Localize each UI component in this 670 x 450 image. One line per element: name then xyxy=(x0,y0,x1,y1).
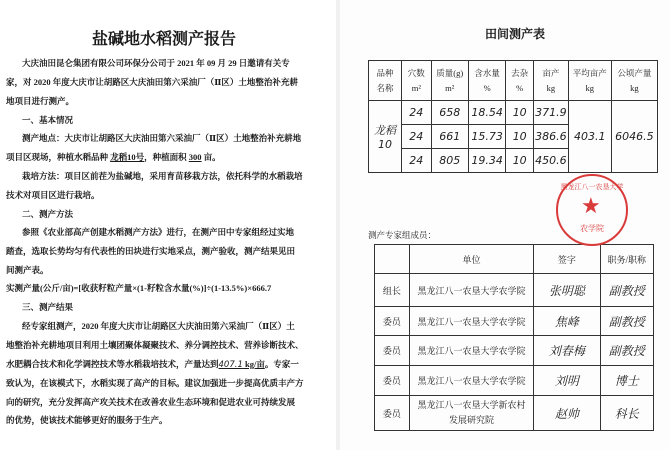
role-cell: 委员 xyxy=(375,366,410,396)
method-line: 参照《农业部高产创建水稻测产方法》进行，在测产田中专家组经过实地 xyxy=(22,227,295,237)
cell: 10 xyxy=(506,149,534,173)
area-value: 300 xyxy=(188,152,202,162)
title-cell: 副教授 xyxy=(600,307,653,336)
seal-ring-text: 黑龙江八一农垦大学 xyxy=(560,183,624,191)
header-cell: 公顷产量 kg xyxy=(611,61,657,101)
cell: 18.54 xyxy=(468,101,505,125)
table-row xyxy=(375,396,654,431)
cell: 805 xyxy=(431,149,468,173)
section-heading-basic: 一、基本情况 xyxy=(22,115,74,125)
section-heading-result: 三、测产结果 xyxy=(22,302,74,312)
hectare-yield-cell: 6046.5 xyxy=(611,101,657,173)
method-line: 踏查，选取长势均匀有代表性的田块进行实地采点，测产验收，测产结果见田 xyxy=(6,246,296,256)
role-cell: 委员 xyxy=(375,396,410,431)
field-table-title: 田间测产表 xyxy=(485,27,546,41)
title-cell: 博士 xyxy=(600,366,653,396)
unit-cell: 黑龙江八一农垦大学农学院 xyxy=(409,307,534,336)
location-prefix: 项目区现场，种植水稻品种 xyxy=(6,152,109,162)
unit-cell: 黑龙江八一农垦大学农学院 xyxy=(409,366,534,396)
cell: 386.6 xyxy=(534,125,569,149)
result-line: 的优势，使该技术能够更好的服务于生产。 xyxy=(6,415,168,425)
unit-cell: 黑龙江八一农垦大学农学院 xyxy=(409,336,534,366)
intro-line: 家，对 2020 年度大庆市让胡路区大庆油田第六采油厂（Ⅱ区）土地整治补充耕 xyxy=(6,77,298,87)
yield-unit: kg/亩 xyxy=(244,359,265,369)
section-heading-method: 二、测产方法 xyxy=(22,209,74,219)
header-cell: 职务/职称 xyxy=(600,245,653,274)
table-header-row xyxy=(369,61,658,101)
yield-value: 407.1 xyxy=(218,360,243,370)
header-cell: 亩产 kg xyxy=(534,61,569,101)
location-suffix: 亩。 xyxy=(203,152,221,162)
variety-cell: 龙稻10 xyxy=(369,101,402,173)
result-line: 致认为，在该模式下，水稻实现了高产的目标。建议加强进一步提高优质丰产方 xyxy=(6,378,304,388)
signature-cell: 赵帅 xyxy=(534,396,600,431)
signature-cell: 焦峰 xyxy=(534,307,600,336)
cultivation-line: 栽培方法：项目区前茬为盐碱地，采用育苗移栽方法，依托科学的水稻栽培 xyxy=(22,171,303,181)
report-title: 盐碱地水稻测产报告 xyxy=(92,31,237,48)
header-cell: 质量(g) m² xyxy=(431,61,468,101)
role-cell: 委员 xyxy=(375,307,410,336)
location-line xyxy=(6,151,221,163)
title-cell: 副教授 xyxy=(600,336,653,366)
table-row xyxy=(375,366,654,396)
result-line: 向的研究，充分发挥高产攻关技术在改善农业生态环境和促进农业可持续发展 xyxy=(6,397,296,407)
header-cell: 签字 xyxy=(534,245,600,274)
signature-cell: 刘春梅 xyxy=(534,336,600,366)
role-cell: 组长 xyxy=(375,274,410,307)
official-seal xyxy=(556,174,628,246)
cell: 19.34 xyxy=(468,149,505,173)
star-icon: ★ xyxy=(581,193,601,218)
method-line: 间测产表。 xyxy=(6,265,49,275)
cell: 24 xyxy=(402,101,431,125)
cell: 24 xyxy=(402,149,431,173)
cell: 658 xyxy=(431,101,468,125)
role-cell: 委员 xyxy=(375,336,410,366)
intro-line: 大庆油田昆仑集团有限公司环保分公司于 2021 年 09 月 29 日邀请有关专 xyxy=(22,58,290,68)
result-line xyxy=(6,358,299,370)
title-cell: 副教授 xyxy=(600,274,653,307)
field-yield-table xyxy=(368,60,658,173)
table-row xyxy=(369,101,658,125)
average-yield-cell: 403.1 xyxy=(568,101,611,173)
cell: 24 xyxy=(402,125,431,149)
result-prefix: 水肥耦合技术和化学调控技术等水稻栽培技术，产量达到 xyxy=(6,359,219,369)
unit-cell: 黑龙江八一农垦大学新农村发展研究院 xyxy=(409,396,534,431)
header-cell xyxy=(375,245,410,274)
header-cell: 穴数 m² xyxy=(402,61,431,101)
table-row xyxy=(375,336,654,366)
cell: 661 xyxy=(431,125,468,149)
result-line: 经专家组测产，2020 年度大庆市让胡路区大庆油田第六采油厂（Ⅱ区）土 xyxy=(22,321,295,331)
title-cell: 科长 xyxy=(600,396,653,431)
variety-value: 龙稻10号 xyxy=(110,152,145,162)
cultivation-line: 技术对项目区进行栽培。 xyxy=(6,190,100,200)
signature-cell: 刘明 xyxy=(534,366,600,396)
formula: 实测产量(公斤/亩)=[收获籽粒产量×(1-籽粒含水量(%)]÷(1-13.5%)×666.7 xyxy=(6,283,272,293)
location-mid: ，种植面积 xyxy=(144,152,187,162)
signature-cell: 张明聪 xyxy=(534,274,600,307)
unit-cell: 黑龙江八一农垦大学农学院 xyxy=(409,274,534,307)
location-line: 测产地点：大庆市让胡路区大庆油田第六采油厂（Ⅱ区）土地整治补充耕地 xyxy=(22,133,302,143)
table-row xyxy=(375,274,654,307)
header-cell: 平均亩产 kg xyxy=(568,61,611,101)
experts-table xyxy=(374,244,654,431)
result-line: 地整治补充耕地项目利用土壤团聚体凝聚技术、养分调控技术、营养诊断技术、 xyxy=(6,340,304,350)
result-suffix: 。专家一 xyxy=(264,359,299,369)
header-cell: 品种 名称 xyxy=(369,61,402,101)
header-cell: 去杂 % xyxy=(506,61,534,101)
cell: 15.73 xyxy=(468,125,505,149)
seal-bottom-text: 农学院 xyxy=(580,224,604,233)
cell: 10 xyxy=(506,125,534,149)
table-header-row xyxy=(375,245,654,274)
header-cell: 单位 xyxy=(409,245,534,274)
experts-label: 测产专家组成员： xyxy=(368,230,437,240)
cell: 371.9 xyxy=(534,101,569,125)
header-cell: 含水量 % xyxy=(468,61,505,101)
table-row xyxy=(375,307,654,336)
cell: 10 xyxy=(506,101,534,125)
cell: 450.6 xyxy=(534,149,569,173)
intro-line: 地项目进行测产。 xyxy=(6,96,75,106)
